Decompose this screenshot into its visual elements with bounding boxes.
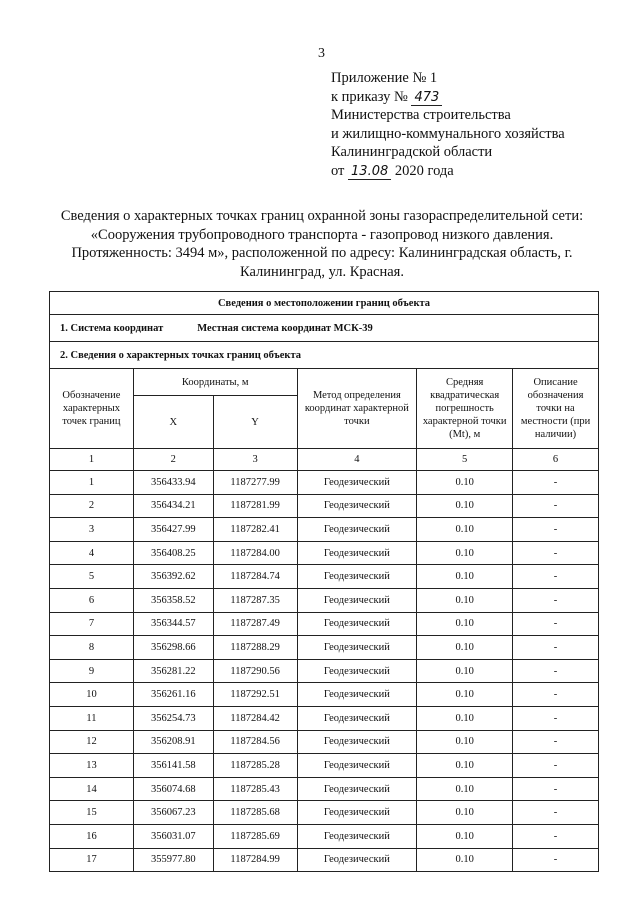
error-cell: 0.10 bbox=[417, 824, 513, 848]
point-number-cell: 15 bbox=[50, 801, 134, 825]
error-cell: 0.10 bbox=[417, 730, 513, 754]
date-prefix: от bbox=[331, 162, 345, 179]
point-number-cell: 12 bbox=[50, 730, 134, 754]
y-coordinate-cell: 1187290.56 bbox=[213, 659, 297, 683]
method-cell: Геодезический bbox=[297, 730, 417, 754]
x-coordinate-cell: 356433.94 bbox=[133, 471, 213, 495]
method-cell: Геодезический bbox=[297, 801, 417, 825]
x-coordinate-cell: 356141.58 bbox=[133, 754, 213, 778]
y-coordinate-cell: 1187277.99 bbox=[213, 471, 297, 495]
y-coordinate-cell: 1187287.35 bbox=[213, 588, 297, 612]
error-cell: 0.10 bbox=[417, 706, 513, 730]
error-cell: 0.10 bbox=[417, 612, 513, 636]
error-cell: 0.10 bbox=[417, 659, 513, 683]
error-cell: 0.10 bbox=[417, 801, 513, 825]
point-number-cell: 16 bbox=[50, 824, 134, 848]
x-coordinate-cell: 356261.16 bbox=[133, 683, 213, 707]
table-row bbox=[50, 565, 599, 589]
coord-system-value: Местная система координат МСК-39 bbox=[197, 322, 373, 334]
col-header-description: Описание обозначения точки на местности (при наличии) bbox=[513, 369, 599, 449]
y-coordinate-cell: 1187284.42 bbox=[213, 706, 297, 730]
point-number-cell: 3 bbox=[50, 518, 134, 542]
error-cell: 0.10 bbox=[417, 777, 513, 801]
y-coordinate-cell: 1187285.69 bbox=[213, 824, 297, 848]
column-number-row bbox=[50, 449, 599, 471]
page-number: 3 bbox=[318, 46, 325, 61]
description-cell: - bbox=[513, 848, 599, 872]
description-cell: - bbox=[513, 518, 599, 542]
description-cell: - bbox=[513, 754, 599, 778]
appendix-block bbox=[331, 69, 565, 181]
description-cell: - bbox=[513, 541, 599, 565]
description-cell: - bbox=[513, 471, 599, 495]
x-coordinate-cell: 356208.91 bbox=[133, 730, 213, 754]
description-cell: - bbox=[513, 683, 599, 707]
table-row bbox=[50, 659, 599, 683]
description-cell: - bbox=[513, 565, 599, 589]
col-header-x: X bbox=[133, 396, 213, 449]
y-coordinate-cell: 1187281.99 bbox=[213, 494, 297, 518]
description-cell: - bbox=[513, 706, 599, 730]
method-cell: Геодезический bbox=[297, 777, 417, 801]
description-cell: - bbox=[513, 824, 599, 848]
point-number-cell: 10 bbox=[50, 683, 134, 707]
y-coordinate-cell: 1187282.41 bbox=[213, 518, 297, 542]
points-section-title: 2. Сведения о характерных точках границ объекта bbox=[50, 342, 599, 369]
point-number-cell: 8 bbox=[50, 636, 134, 660]
coordinate-system-row bbox=[50, 315, 599, 342]
description-cell: - bbox=[513, 777, 599, 801]
point-number-cell: 11 bbox=[50, 706, 134, 730]
method-cell: Геодезический bbox=[297, 565, 417, 589]
x-coordinate-cell: 356031.07 bbox=[133, 824, 213, 848]
table-header: Сведения о местоположении границ объекта bbox=[50, 292, 599, 315]
table-row bbox=[50, 588, 599, 612]
method-cell: Геодезический bbox=[297, 706, 417, 730]
y-coordinate-cell: 1187288.29 bbox=[213, 636, 297, 660]
document-title: Сведения о характерных точках границ охранной зоны газораспределительной сети: «Сооружения трубопроводного транспорта - газопровод низкого давления. Протяженность: 3494 м», расположенной по адресу: Калининградская область, г. Калининград, ул. Красная. bbox=[60, 208, 584, 280]
x-coordinate-cell: 356067.23 bbox=[133, 801, 213, 825]
error-cell: 0.10 bbox=[417, 565, 513, 589]
table-row bbox=[50, 518, 599, 542]
table-row bbox=[50, 494, 599, 518]
x-coordinate-cell: 356427.99 bbox=[133, 518, 213, 542]
point-number-cell: 2 bbox=[50, 494, 134, 518]
method-cell: Геодезический bbox=[297, 636, 417, 660]
x-coordinate-cell: 356281.22 bbox=[133, 659, 213, 683]
y-coordinate-cell: 1187284.00 bbox=[213, 541, 297, 565]
column-number: 6 bbox=[513, 449, 599, 471]
description-cell: - bbox=[513, 612, 599, 636]
description-cell: - bbox=[513, 588, 599, 612]
error-cell: 0.10 bbox=[417, 494, 513, 518]
table-row bbox=[50, 471, 599, 495]
y-coordinate-cell: 1187287.49 bbox=[213, 612, 297, 636]
point-number-cell: 9 bbox=[50, 659, 134, 683]
x-coordinate-cell: 356298.66 bbox=[133, 636, 213, 660]
x-coordinate-cell: 356358.52 bbox=[133, 588, 213, 612]
col-header-y: Y bbox=[213, 396, 297, 449]
x-coordinate-cell: 356254.73 bbox=[133, 706, 213, 730]
col-header-error: Средняя квадратическая погрешность характерной точки (Mt), м bbox=[417, 369, 513, 449]
error-cell: 0.10 bbox=[417, 754, 513, 778]
error-cell: 0.10 bbox=[417, 588, 513, 612]
description-cell: - bbox=[513, 659, 599, 683]
point-number-cell: 17 bbox=[50, 848, 134, 872]
x-coordinate-cell: 356408.25 bbox=[133, 541, 213, 565]
x-coordinate-cell: 356434.21 bbox=[133, 494, 213, 518]
date-line bbox=[331, 162, 565, 181]
column-number: 5 bbox=[417, 449, 513, 471]
y-coordinate-cell: 1187292.51 bbox=[213, 683, 297, 707]
point-number-cell: 6 bbox=[50, 588, 134, 612]
description-cell: - bbox=[513, 801, 599, 825]
order-number-handwritten: 473 bbox=[411, 91, 442, 106]
table-body bbox=[50, 471, 599, 872]
error-cell: 0.10 bbox=[417, 518, 513, 542]
point-number-cell: 7 bbox=[50, 612, 134, 636]
table-row bbox=[50, 706, 599, 730]
description-cell: - bbox=[513, 730, 599, 754]
method-cell: Геодезический bbox=[297, 659, 417, 683]
method-cell: Геодезический bbox=[297, 518, 417, 542]
y-coordinate-cell: 1187284.99 bbox=[213, 848, 297, 872]
coord-system-label: 1. Система координат bbox=[60, 322, 164, 334]
method-cell: Геодезический bbox=[297, 541, 417, 565]
column-number: 3 bbox=[213, 449, 297, 471]
table-row bbox=[50, 612, 599, 636]
col-header-point: Обозначение характерных точек границ bbox=[50, 369, 134, 449]
table-row bbox=[50, 636, 599, 660]
boundary-points-table bbox=[49, 291, 599, 872]
point-number-cell: 13 bbox=[50, 754, 134, 778]
y-coordinate-cell: 1187285.28 bbox=[213, 754, 297, 778]
table-row bbox=[50, 730, 599, 754]
method-cell: Геодезический bbox=[297, 588, 417, 612]
appendix-line: Приложение № 1 bbox=[331, 70, 438, 86]
error-cell: 0.10 bbox=[417, 683, 513, 707]
table-row bbox=[50, 801, 599, 825]
point-number-cell: 5 bbox=[50, 565, 134, 589]
description-cell: - bbox=[513, 494, 599, 518]
method-cell: Геодезический bbox=[297, 683, 417, 707]
method-cell: Геодезический bbox=[297, 754, 417, 778]
order-line bbox=[331, 88, 565, 107]
x-coordinate-cell: 356074.68 bbox=[133, 777, 213, 801]
region-line: Калининградской области bbox=[331, 144, 493, 161]
date-handwritten: 13.08 bbox=[348, 165, 391, 180]
error-cell: 0.10 bbox=[417, 848, 513, 872]
table-row bbox=[50, 848, 599, 872]
col-header-coords: Координаты, м bbox=[133, 369, 297, 396]
y-coordinate-cell: 1187285.43 bbox=[213, 777, 297, 801]
order-prefix: к приказу № bbox=[331, 88, 408, 105]
col-header-method: Метод определения координат характерной точки bbox=[297, 369, 417, 449]
table-row bbox=[50, 683, 599, 707]
error-cell: 0.10 bbox=[417, 471, 513, 495]
method-cell: Геодезический bbox=[297, 612, 417, 636]
x-coordinate-cell: 356392.62 bbox=[133, 565, 213, 589]
method-cell: Геодезический bbox=[297, 848, 417, 872]
column-number: 1 bbox=[50, 449, 134, 471]
column-number: 4 bbox=[297, 449, 417, 471]
point-number-cell: 4 bbox=[50, 541, 134, 565]
y-coordinate-cell: 1187284.74 bbox=[213, 565, 297, 589]
table-row bbox=[50, 777, 599, 801]
point-number-cell: 14 bbox=[50, 777, 134, 801]
column-number: 2 bbox=[133, 449, 213, 471]
method-cell: Геодезический bbox=[297, 824, 417, 848]
y-coordinate-cell: 1187284.56 bbox=[213, 730, 297, 754]
x-coordinate-cell: 355977.80 bbox=[133, 848, 213, 872]
table-row bbox=[50, 541, 599, 565]
ministry-line: Министерства строительства bbox=[331, 107, 511, 124]
x-coordinate-cell: 356344.57 bbox=[133, 612, 213, 636]
table-row bbox=[50, 824, 599, 848]
method-cell: Геодезический bbox=[297, 471, 417, 495]
error-cell: 0.10 bbox=[417, 541, 513, 565]
date-suffix: 2020 года bbox=[394, 162, 454, 179]
error-cell: 0.10 bbox=[417, 636, 513, 660]
y-coordinate-cell: 1187285.68 bbox=[213, 801, 297, 825]
table-row bbox=[50, 754, 599, 778]
ministry-line-2: и жилищно-коммунального хозяйства bbox=[331, 125, 565, 142]
point-number-cell: 1 bbox=[50, 471, 134, 495]
description-cell: - bbox=[513, 636, 599, 660]
method-cell: Геодезический bbox=[297, 494, 417, 518]
